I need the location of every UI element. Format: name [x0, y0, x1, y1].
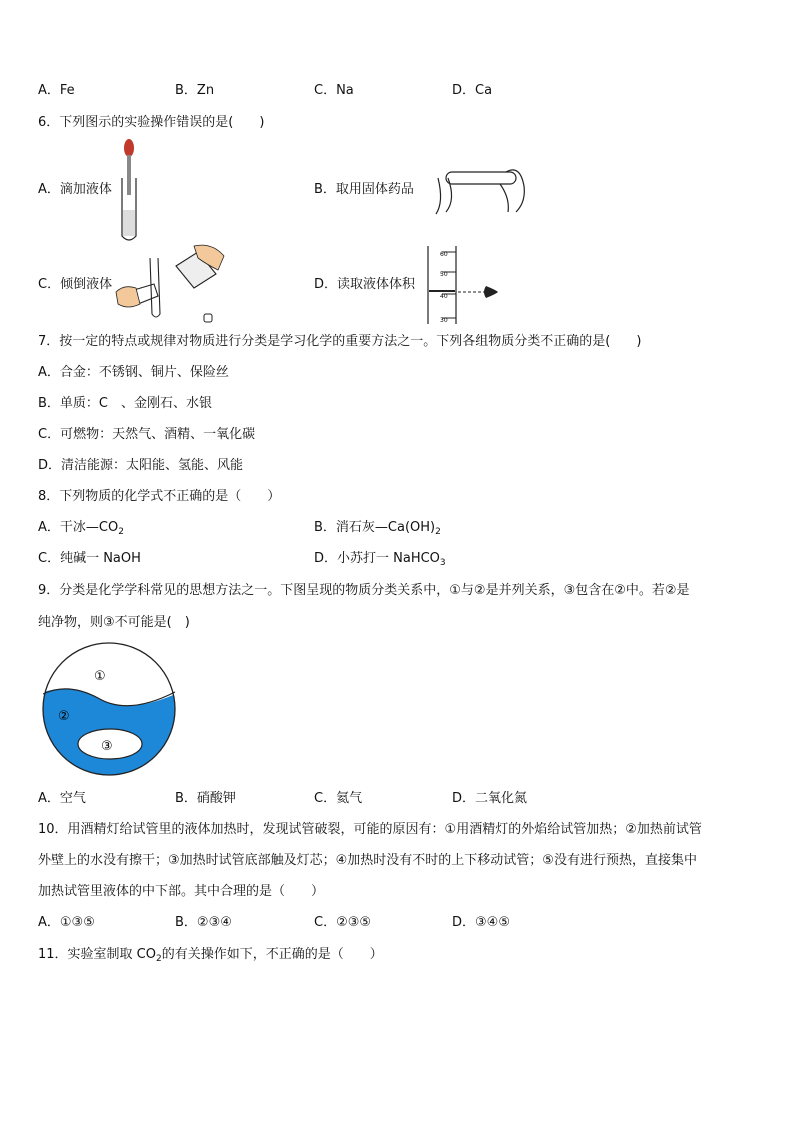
q6-option-b: B．取用固体药品 — [314, 182, 414, 197]
classification-diagram — [38, 642, 180, 776]
q7-option-a: A．合金：不锈钢、铜片、保险丝 — [38, 365, 229, 380]
q9-option-b: B．硝酸钾 — [175, 791, 236, 806]
pouring-liquid-illustration — [114, 244, 240, 326]
q6-option-a: A．滴加液体 — [38, 182, 112, 197]
q5-option-c: C．Na — [314, 83, 354, 98]
label-circle-3: ③ — [101, 739, 113, 754]
q9-stem-line1: 9．分类是化学学科常见的思想方法之一。下图呈现的物质分类关系中，①与②是并列关系，③包含在②中。若②是 — [38, 583, 690, 598]
q5-option-b: B．Zn — [175, 83, 215, 98]
q7-option-b: B．单质：C 、金刚石、水银 — [38, 396, 212, 411]
cylinder-tick-30: 30 — [440, 317, 448, 324]
graduated-cylinder-illustration — [422, 244, 506, 326]
q5-option-a: A．Fe — [38, 83, 75, 98]
q8-option-d: D．小苏打一 NaHCO$_3$ — [314, 551, 446, 568]
cylinder-tick-40: 40 — [440, 293, 448, 300]
q6-stem: 6．下列图示的实验操作错误的是( ) — [38, 115, 265, 130]
q10-option-b: B．②③④ — [175, 915, 232, 930]
q6-option-d: D．读取液体体积 — [314, 277, 416, 292]
q11-stem: 11．实验室制取 $CO_2$的有关操作如下，不正确的是（ ） — [38, 947, 383, 964]
q8-stem: 8．下列物质的化学式不正确的是（ ） — [38, 489, 281, 504]
q10-stem-line2: 外壁上的水没有擦干；③加热时试管底部触及灯芯；④加热时没有不时的上下移动试管；⑤没有进行预热，直接集中 — [38, 853, 697, 868]
q9-option-c: C．氦气 — [314, 791, 363, 806]
q9-stem-line2: 纯净物，则③不可能是( ) — [38, 615, 190, 630]
q8-option-a: A．干冰$—CO_2$ — [38, 520, 124, 537]
q10-option-d: D．③④⑤ — [452, 915, 510, 930]
q10-stem-line1: 10．用酒精灯给试管里的液体加热时，发现试管破裂，可能的原因有：①用酒精灯的外焰给试管加热；②加热前试管 — [38, 822, 702, 837]
q10-option-c: C．②③⑤ — [314, 915, 372, 930]
label-circle-1: ① — [94, 669, 106, 684]
q7-option-c: C．可燃物：天然气、酒精、一氧化碳 — [38, 427, 256, 442]
q6-option-c: C．倾倒液体 — [38, 277, 113, 292]
solid-reagent-illustration — [428, 162, 528, 216]
q7-stem: 7．按一定的特点或规律对物质进行分类是学习化学的重要方法之一。下列各组物质分类不正确的是( ) — [38, 334, 642, 349]
q10-stem-line3: 加热试管里液体的中下部。其中合理的是（ ） — [38, 884, 325, 899]
q9-option-a: A．空气 — [38, 791, 86, 806]
label-circle-2: ② — [58, 709, 70, 724]
dropper-test-tube-illustration — [110, 138, 150, 244]
cylinder-tick-50: 50 — [440, 271, 448, 278]
q7-option-d: D．清洁能源：太阳能、氢能、风能 — [38, 458, 244, 473]
q8-option-b: B．消石灰$—Ca(OH)_2$ — [314, 520, 441, 537]
cylinder-tick-60: 60 — [440, 251, 448, 258]
q8-option-c: C．纯碱一 NaOH — [38, 551, 141, 566]
q5-option-d: D．Ca — [452, 83, 493, 98]
q9-option-d: D．二氧化氮 — [452, 791, 528, 806]
q10-option-a: A．①③⑤ — [38, 915, 95, 930]
